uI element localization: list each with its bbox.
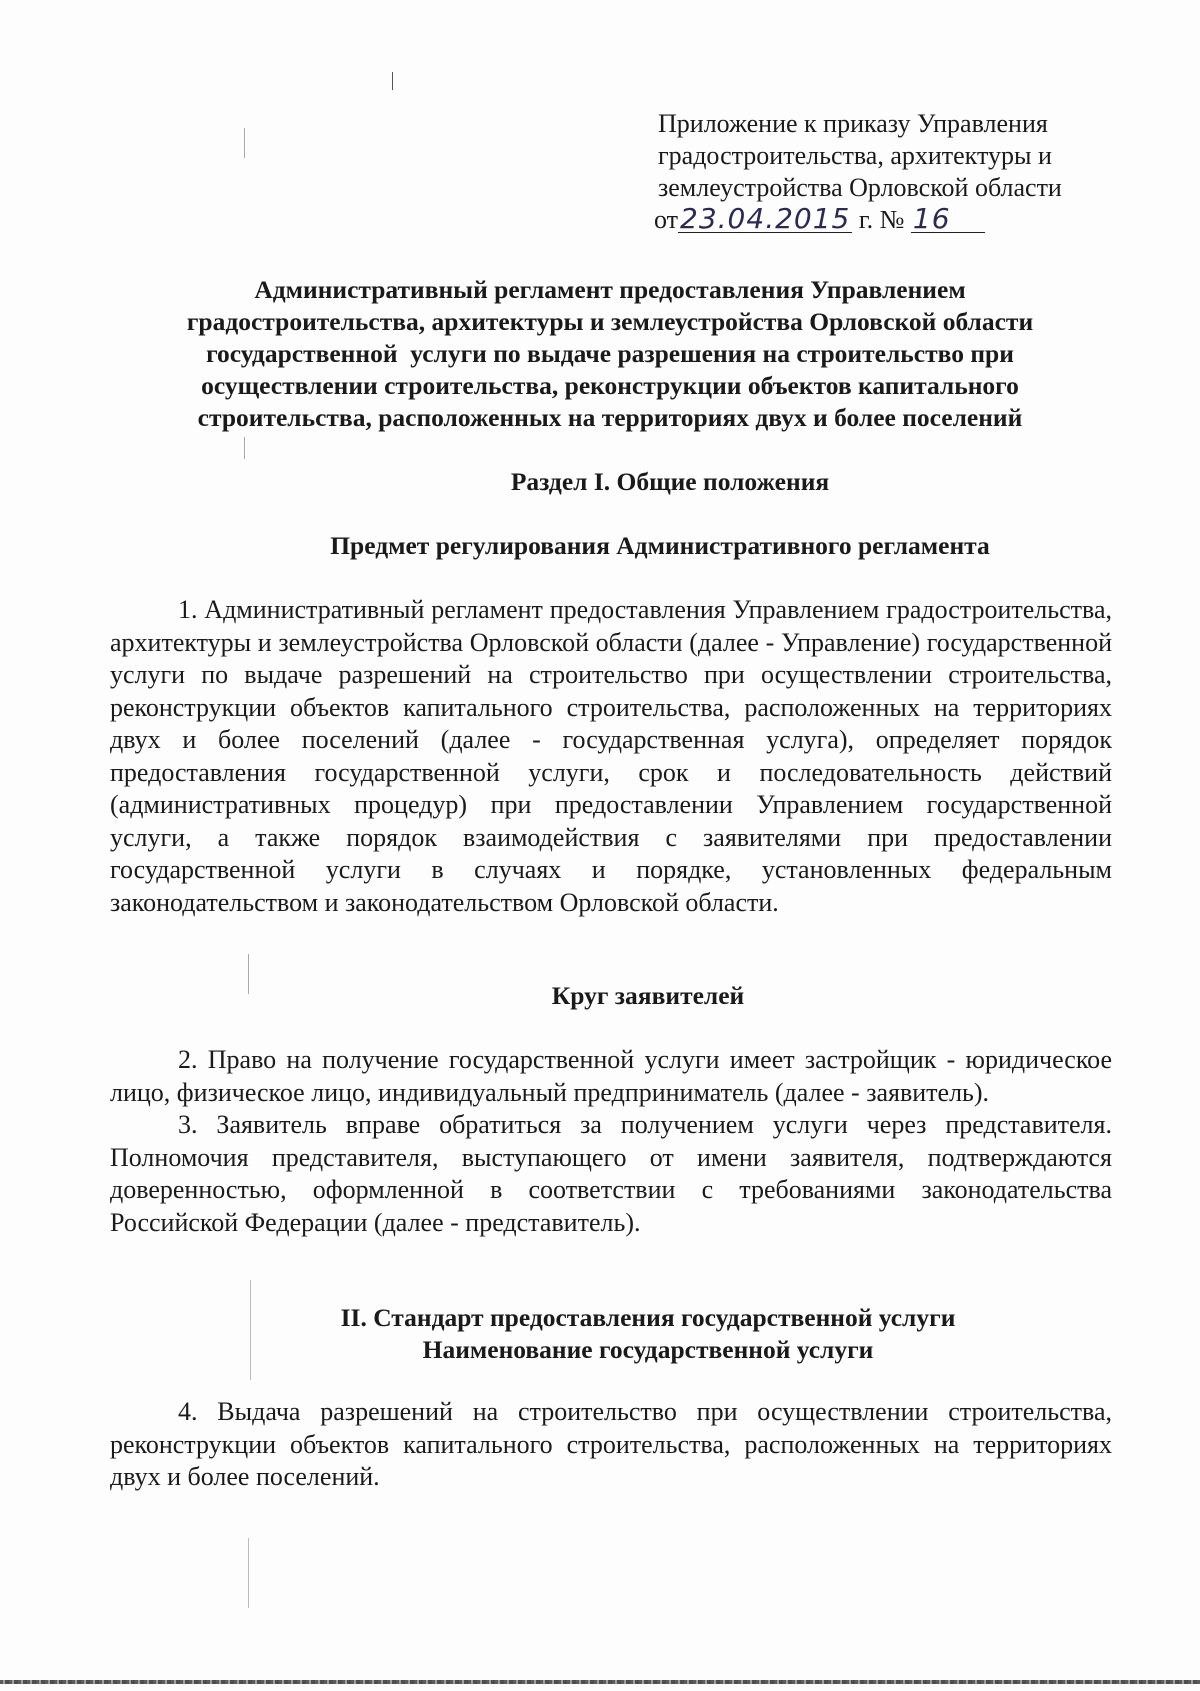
title-line-1: Административный регламент предоставления Управлением bbox=[254, 275, 966, 304]
applicants-paragraphs bbox=[110, 1044, 1112, 1239]
scan-speck bbox=[248, 954, 249, 994]
approval-line-2: градостроительства, архитектуры и bbox=[658, 141, 1052, 170]
section-2-heading-line-1: II. Стандарт предоставления государственной услуги bbox=[340, 1303, 956, 1332]
approval-block bbox=[654, 108, 1138, 236]
title-line-3: государственной услуги по выдаче разрешения на строительство при bbox=[206, 339, 1014, 368]
year-number-label: г. № bbox=[858, 205, 905, 234]
scan-speck bbox=[392, 72, 393, 90]
scan-speck bbox=[248, 1538, 249, 1608]
title-line-4: осуществлении строительства, реконструкции объектов капитального bbox=[201, 371, 1019, 400]
section-2-heading bbox=[148, 1302, 1148, 1366]
date-prefix: от bbox=[654, 205, 679, 234]
title-line-2: градостроительства, архитектуры и землеустройства Орловской области bbox=[186, 307, 1034, 336]
handwritten-order-number: 16 bbox=[911, 206, 985, 233]
paragraph-2-text: 2. Право на получение государственной услуги имеет застройщик - юридическое лицо, физическое лицо, индивидуальный предприниматель (далее - заявитель). bbox=[110, 1045, 1112, 1107]
paragraph-3-text: 3. Заявитель вправе обратиться за получением услуги через представителя. Полномочия представителя, выступающего от имени заявителя, подтверждаются доверенностью, оформленной в соответствии с требованиями законодательства Российской Федерации (далее - представитель). bbox=[110, 1110, 1112, 1237]
scan-speck bbox=[244, 128, 245, 158]
approval-line-1: Приложение к приказу Управления bbox=[658, 109, 1048, 138]
paragraph-1 bbox=[110, 594, 1112, 919]
scan-bottom-edge bbox=[0, 1680, 1200, 1684]
title-line-5: строительства, расположенных на территориях двух и более поселений bbox=[197, 403, 1023, 432]
document-title bbox=[110, 274, 1110, 434]
scan-speck bbox=[250, 1280, 251, 1380]
handwritten-date: 23.04.2015 bbox=[680, 202, 851, 235]
paragraph-4 bbox=[110, 1396, 1112, 1494]
scan-speck bbox=[244, 437, 245, 459]
approval-line-3: землеустройства Орловской области bbox=[658, 173, 1062, 202]
section-1-heading: Раздел I. Общие положения bbox=[510, 467, 830, 496]
approval-date-line bbox=[654, 204, 1138, 236]
paragraph-1-text: 1. Административный регламент предоставления Управлением градостроительства, архитектуры и землеустройства Орловской области (далее - Управление) государственной услуги по выдаче разрешений на строительство при осуществлении строительства, реконструкции объектов капитального строительства, расположенных на территориях двух и более поселений (далее - государственная услуга), определяет порядок предоставления государственной услуги, срок и последовательность действий (административных процедур) при предоставлении Управлением государственной услуги, а также порядок взаимодействия с заявителями при предоставлении государственной услуги в случаях и порядке, установленных федеральным законодательством и законодательством Орловской области. bbox=[110, 595, 1112, 917]
section-1-subheading: Предмет регулирования Административного регламента bbox=[330, 531, 990, 560]
section-2-heading-line-2: Наименование государственной услуги bbox=[422, 1335, 874, 1364]
paragraph-4-text: 4. Выдача разрешений на строительство при осуществлении строительства, реконструкции объектов капитального строительства, расположенных на территориях двух и более поселений. bbox=[110, 1397, 1112, 1491]
applicants-heading: Круг заявителей bbox=[551, 981, 745, 1010]
